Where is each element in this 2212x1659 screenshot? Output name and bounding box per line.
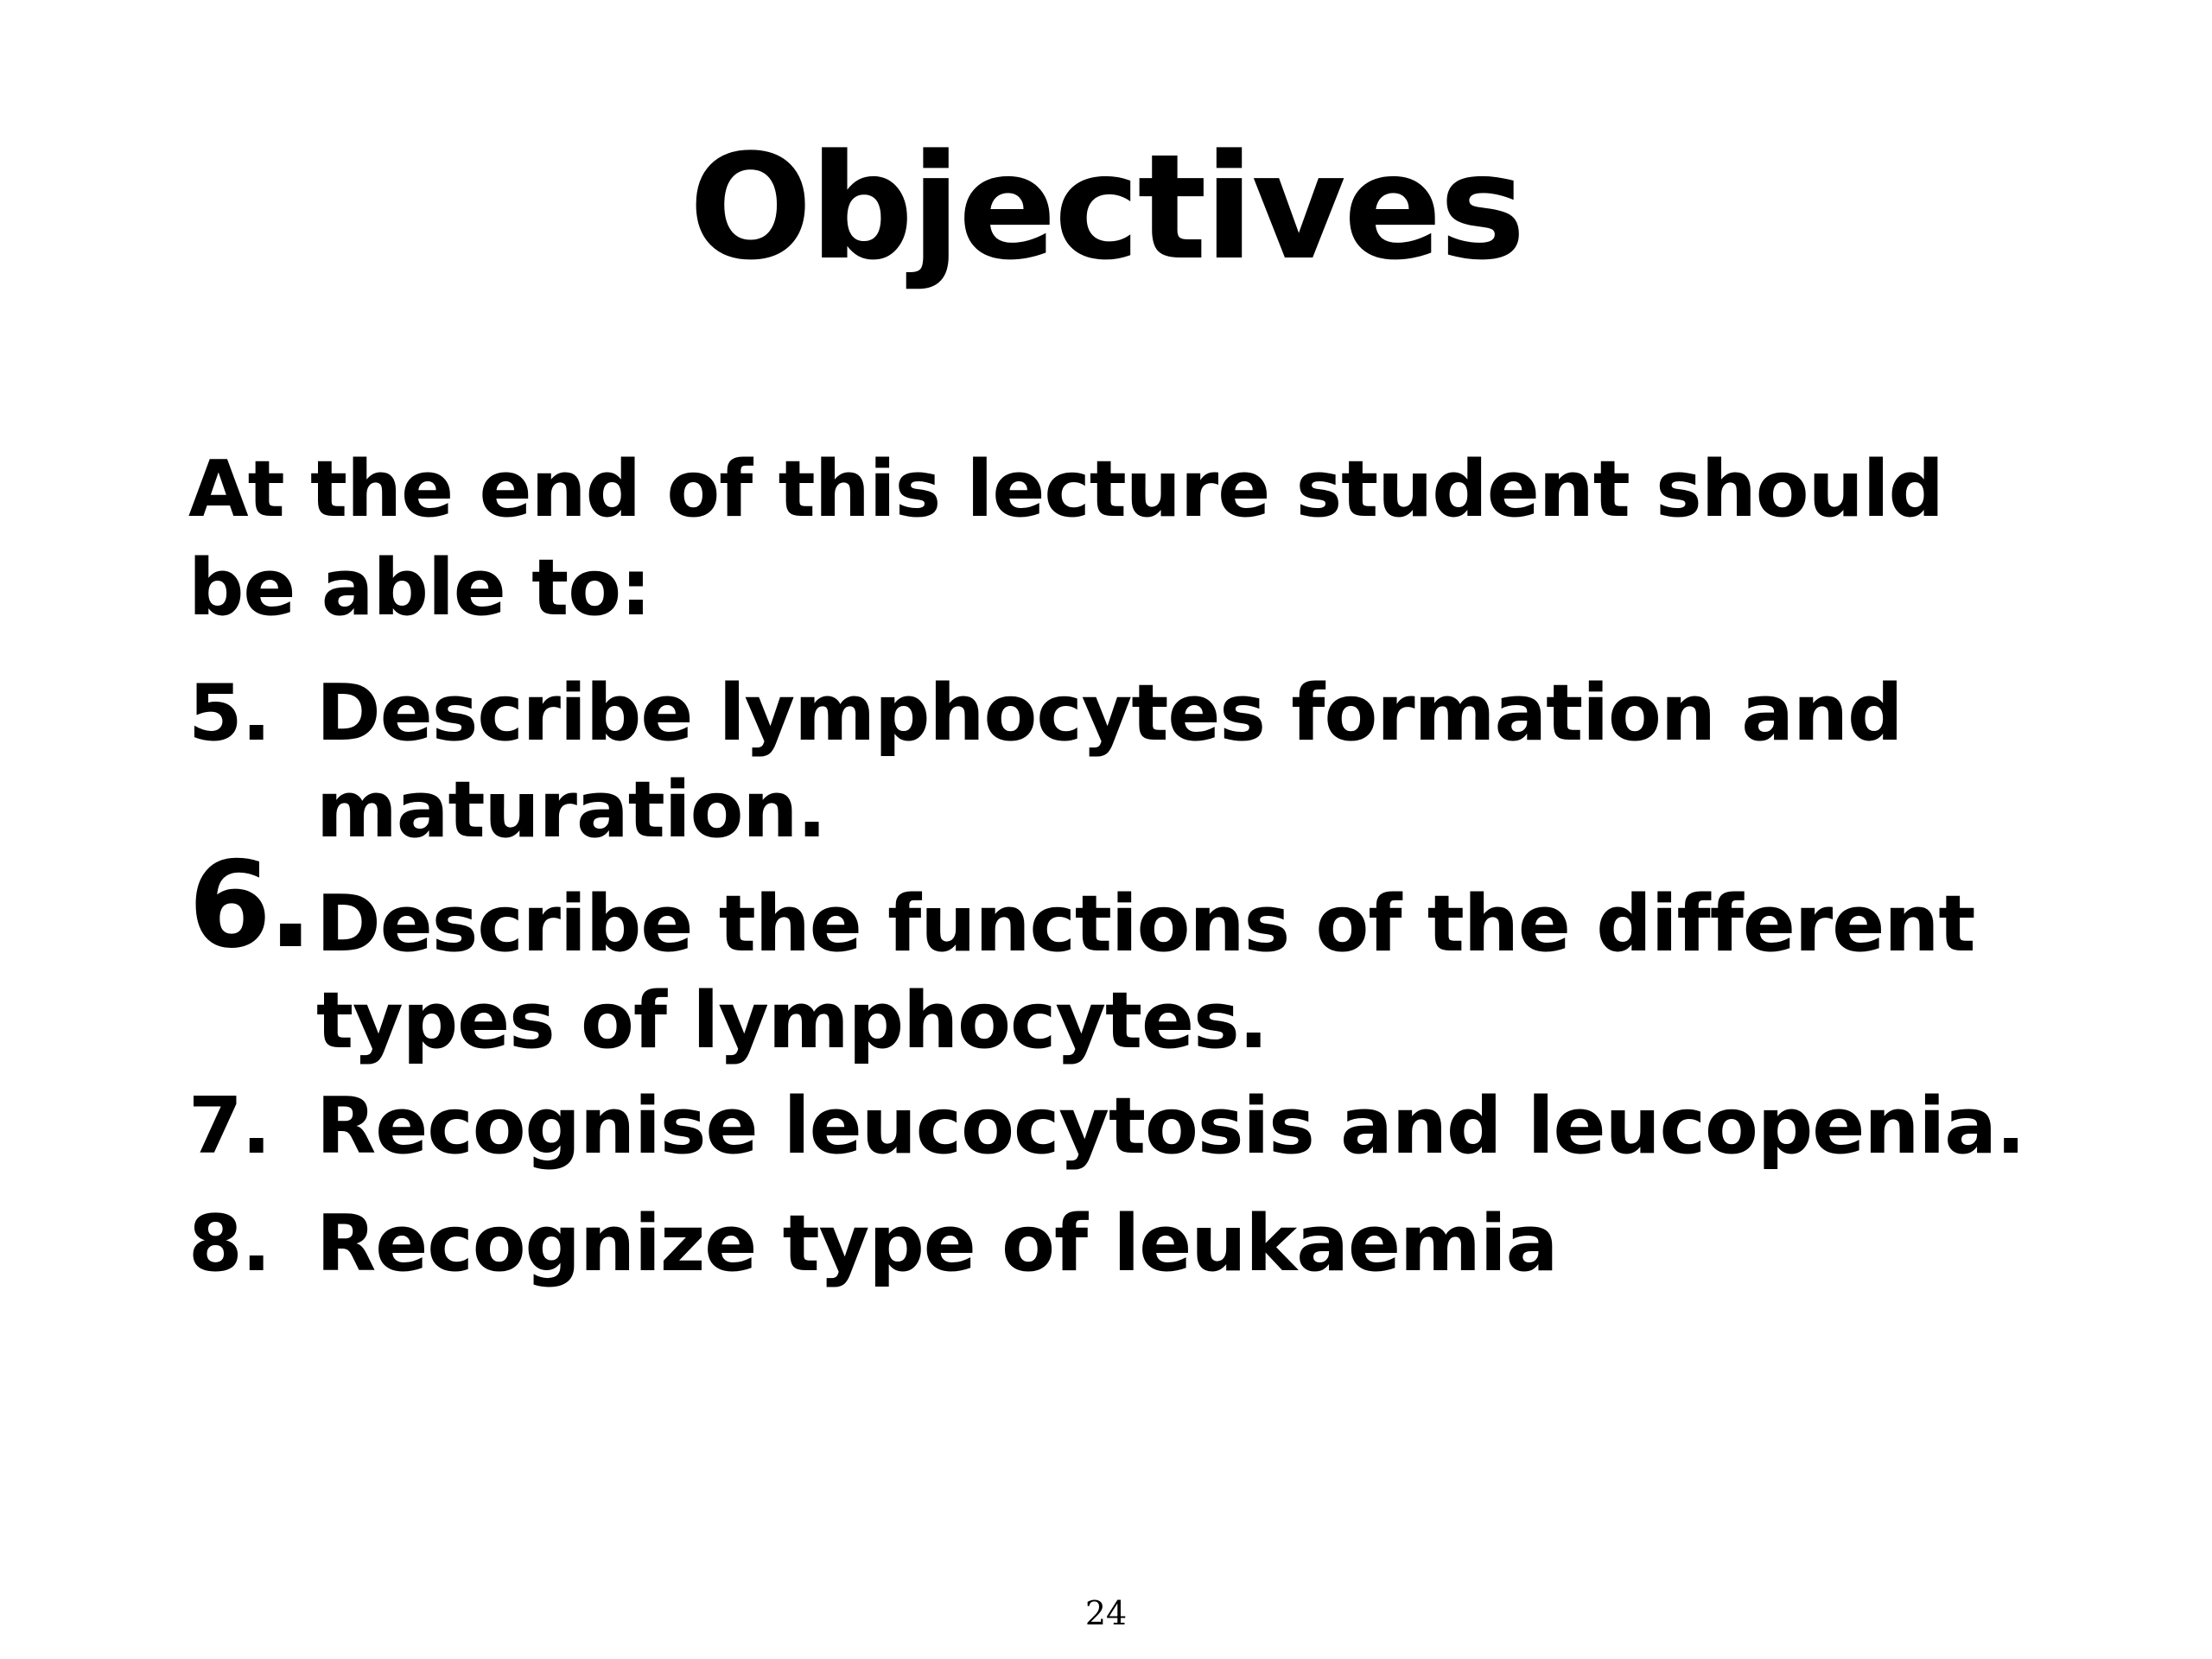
objective-number: 5.	[188, 668, 270, 759]
objective-text: Describe lymphocytes formation and maturation.	[316, 668, 1903, 855]
objective-number: 7.	[188, 1081, 270, 1172]
objectives-list	[188, 665, 2089, 1293]
objective-item	[188, 836, 2089, 1070]
objective-text: Recognise leucocytosis and leucopenia.	[316, 1081, 2025, 1172]
objective-number: 8.	[188, 1198, 270, 1289]
slide-title: Objectives	[689, 123, 1523, 292]
intro-text: At the end of this lecture student should be able to:	[188, 444, 1943, 633]
objective-item	[188, 1078, 2089, 1175]
objective-item	[188, 665, 2089, 859]
objective-text: Describe the functions of the different types of lymphocytes.	[316, 879, 1975, 1066]
objective-text: Recognize type of leukaemia	[316, 1198, 1558, 1289]
objective-number: 6.	[188, 836, 310, 975]
page-number: 24	[1084, 1594, 1128, 1632]
objective-item	[188, 1196, 2089, 1293]
